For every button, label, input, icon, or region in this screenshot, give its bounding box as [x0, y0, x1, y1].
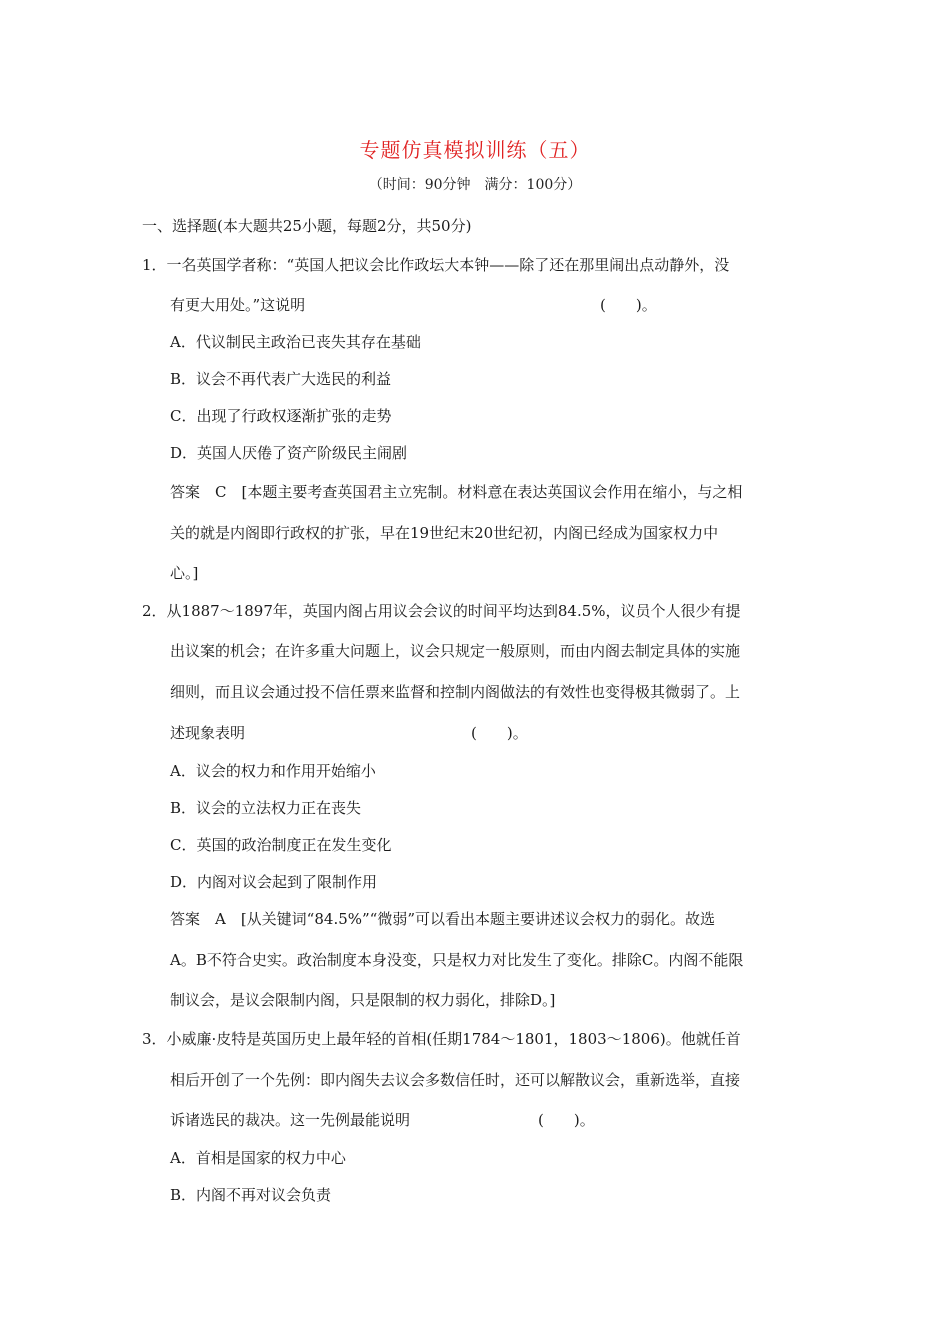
page-title: 专题仿真模拟训练（五） — [359, 138, 591, 162]
question-1-answer-blank: ( )。 — [600, 296, 657, 314]
question-3-answer-blank: ( )。 — [538, 1111, 595, 1129]
question-2-option-b: B．议会的立法权力正在丧失 — [170, 799, 362, 817]
question-2-answer-line-1: 答案 A [从关键词“84.5%”“微弱”可以看出本题主要讲述议会权力的弱化。故选 — [170, 910, 716, 928]
question-1-option-d: D．英国人厌倦了资产阶级民主闹剧 — [170, 444, 408, 462]
question-2-stem-line-1: 2．从1887～1897年，英国内阁占用议会会议的时间平均达到84.5%，议员个人很少有提 — [142, 602, 741, 620]
question-3-option-b: B．内阁不再对议会负责 — [170, 1186, 332, 1204]
question-1-stem-line-1: 1．一名英国学者称：“英国人把议会比作政坛大本钟——除了还在那里闹出点动静外，没 — [142, 256, 730, 274]
question-2-answer-blank: ( )。 — [471, 724, 528, 742]
question-3-option-a: A．首相是国家的权力中心 — [170, 1149, 346, 1167]
question-2-option-d: D．内阁对议会起到了限制作用 — [170, 873, 378, 891]
question-2-answer-line-2: A。B不符合史实。政治制度本身没变，只是权力对比发生了变化。排除C。内阁不能限 — [170, 951, 744, 969]
question-1-answer-line-1: 答案 C [本题主要考查英国君主立宪制。材料意在表达英国议会作用在缩小，与之相 — [170, 483, 743, 501]
question-3-stem-line-1: 3．小威廉·皮特是英国历史上最年轻的首相(任期1784～1801，1803～1806)。他就任首 — [142, 1030, 741, 1048]
question-2-stem-line-2: 出议案的机会；在许多重大问题上，议会只规定一般原则，而由内阁去制定具体的实施 — [170, 642, 741, 660]
question-1-option-b: B．议会不再代表广大选民的利益 — [170, 370, 392, 388]
question-3-stem-line-2: 相后开创了一个先例：即内阁失去议会多数信任时，还可以解散议会，重新选举，直接 — [170, 1071, 741, 1089]
question-2-answer-line-3: 制议会，是议会限制内阁，只是限制的权力弱化，排除D。] — [170, 991, 556, 1009]
question-1-option-a: A．代议制民主政治已丧失其存在基础 — [170, 333, 421, 351]
page-subtitle: （时间：90分钟 满分：100分） — [368, 177, 582, 193]
question-2-option-a: A．议会的权力和作用开始缩小 — [170, 762, 376, 780]
question-2-option-c: C．英国的政治制度正在发生变化 — [170, 836, 392, 854]
question-1-option-c: C．出现了行政权逐渐扩张的走势 — [170, 407, 392, 425]
section-heading: 一、选择题(本大题共25小题，每题2分，共50分) — [142, 217, 472, 235]
question-2-stem-line-4: 述现象表明 — [170, 724, 246, 742]
question-1-answer-line-2: 关的就是内阁即行政权的扩张，早在19世纪末20世纪初，内阁已经成为国家权力中 — [170, 524, 719, 542]
question-3-stem-line-3: 诉诸选民的裁决。这一先例最能说明 — [170, 1111, 411, 1129]
question-1-answer-line-3: 心。] — [170, 564, 199, 582]
question-1-stem-line-2: 有更大用处。”这说明 — [170, 296, 306, 314]
question-2-stem-line-3: 细则，而且议会通过投不信任票来监督和控制内阁做法的有效性也变得极其微弱了。上 — [170, 683, 741, 701]
